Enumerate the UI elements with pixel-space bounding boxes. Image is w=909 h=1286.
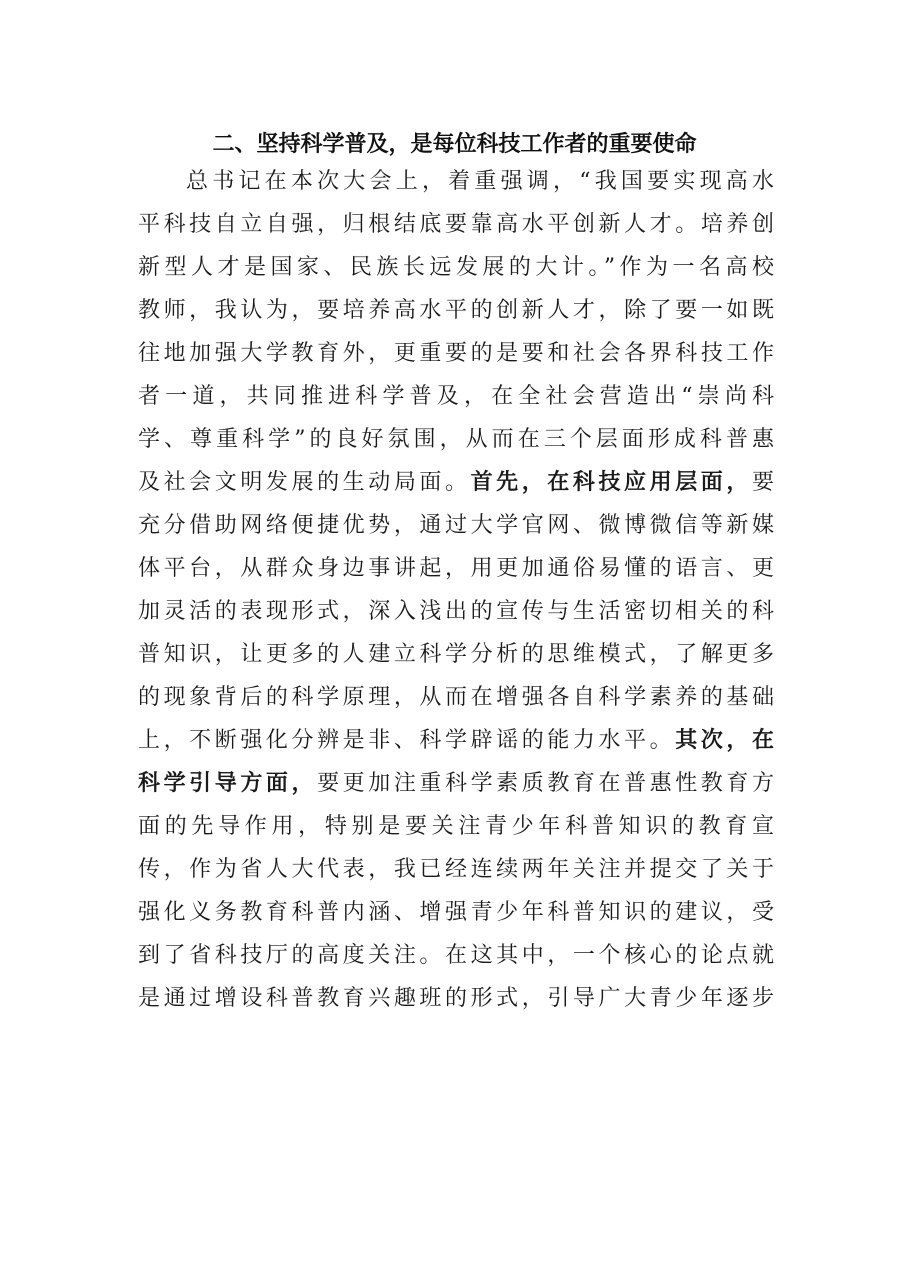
text-segment: 新型人才是国家、民族长远发展的大计。”作为一名高校 (138, 255, 774, 280)
text-segment: 及社会文明发展的生动局面。 (138, 470, 471, 495)
text-line (138, 848, 774, 891)
text-segment: 加灵活的表现形式，深入浅出的宣传与生活密切相关的科 (138, 599, 774, 624)
text-segment: 总书记在本次大会上，着重强调，“我国要实现高水 (186, 169, 774, 194)
section-heading: 二、坚持科学普及，是每位科技工作者的重要使命 (212, 132, 697, 157)
text-segment: 传，作为省人大代表，我已经连续两年关注并提交了关于 (138, 857, 774, 882)
text-line (138, 203, 774, 246)
text-line (138, 891, 774, 934)
bold-text-segment: 科学引导方面， (138, 771, 318, 796)
body-paragraph (138, 160, 774, 1020)
text-line (138, 805, 774, 848)
text-segment: 是通过增设科普教育兴趣班的形式，引导广大青少年逐步 (138, 986, 774, 1011)
text-line (138, 246, 774, 289)
text-segment: 到了省科技厅的高度关注。在这其中，一个核心的论点就 (138, 943, 774, 968)
text-segment: 上，不断强化分辨是非、科学辟谣的能力水平。 (138, 728, 676, 753)
text-segment: 平科技自立自强，归根结底要靠高水平创新人才。培养创 (138, 212, 774, 237)
text-segment: 的现象背后的科学原理，从而在增强各自科学素养的基础 (138, 685, 774, 710)
text-segment: 学、尊重科学”的良好氛围，从而在三个层面形成科普惠 (138, 427, 774, 452)
text-line (138, 461, 774, 504)
text-segment: 充分借助网络便捷优势，通过大学官网、微博微信等新媒 (138, 513, 774, 538)
text-line (138, 934, 774, 977)
text-segment: 普知识，让更多的人建立科学分析的思维模式，了解更多 (138, 642, 774, 667)
text-line (138, 676, 774, 719)
text-line (138, 762, 774, 805)
text-line (138, 547, 774, 590)
text-line (138, 289, 774, 332)
text-line (138, 719, 774, 762)
text-line (138, 418, 774, 461)
text-line (138, 590, 774, 633)
text-line (138, 332, 774, 375)
text-segment: 要更加注重科学素质教育在普惠性教育方 (317, 771, 774, 796)
text-segment: 体平台，从群众身边事讲起，用更加通俗易懂的语言、更 (138, 556, 774, 581)
text-segment: 要 (751, 470, 774, 495)
text-line (138, 977, 774, 1020)
text-segment: 往地加强大学教育外，更重要的是要和社会各界科技工作 (138, 341, 774, 366)
text-line (138, 633, 774, 676)
text-line (138, 375, 774, 418)
text-segment: 者一道，共同推进科学普及，在全社会营造出“崇尚科 (138, 384, 774, 409)
text-segment: 面的先导作用，特别是要关注青少年科普知识的教育宣 (138, 814, 774, 839)
text-segment: 强化义务教育科普内涵、增强青少年科普知识的建议，受 (138, 900, 774, 925)
text-line (138, 504, 774, 547)
bold-text-segment: 首先，在科技应用层面， (470, 470, 752, 495)
text-segment: 教师，我认为，要培养高水平的创新人才，除了要一如既 (138, 298, 774, 323)
text-line (138, 160, 774, 203)
bold-text-segment: 其次，在 (675, 728, 774, 753)
